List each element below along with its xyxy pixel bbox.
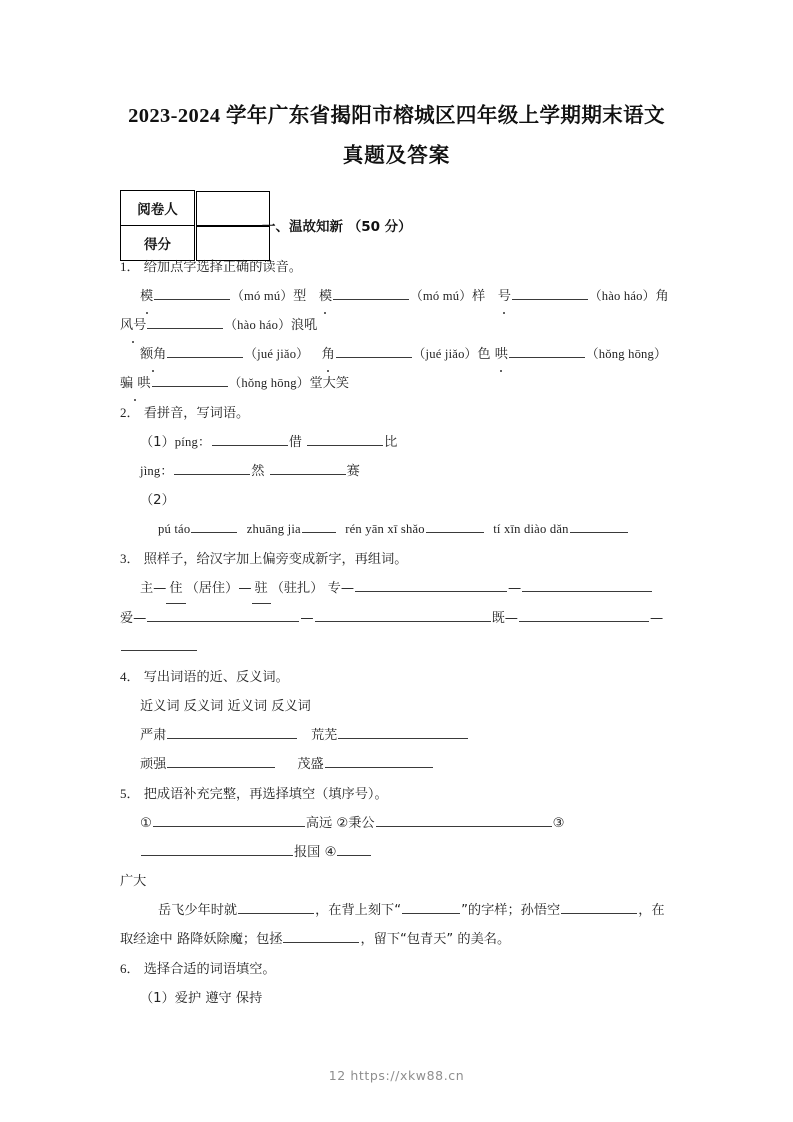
- question-6-number: 6．: [120, 961, 140, 976]
- title-line-2: 真题及答案: [342, 145, 451, 167]
- dotted-char: 风号: [120, 311, 146, 340]
- dash: —: [508, 581, 522, 596]
- pinyin-option: （jué jiǎo）: [412, 347, 478, 361]
- answer-blank[interactable]: [212, 432, 288, 446]
- example-char-1: 住: [166, 574, 185, 604]
- answer-blank[interactable]: [238, 900, 314, 914]
- answer-blank[interactable]: [147, 608, 299, 622]
- answer-blank[interactable]: [325, 754, 433, 768]
- idiom-number-4: ④: [324, 845, 337, 860]
- answer-blank[interactable]: [152, 373, 228, 387]
- question-3-text: 照样子，给汉字加上偏旁变成新字，再组词。: [143, 552, 408, 567]
- idiom-tail-1: 高远: [305, 816, 333, 831]
- example-base: 主—: [140, 581, 167, 596]
- word-tail: 样: [471, 289, 486, 304]
- sub-label: （1）: [140, 435, 175, 450]
- word-tail: 色: [477, 347, 491, 362]
- page-title: [0, 0, 793, 176]
- word-left: 严肃: [140, 728, 167, 743]
- pinyin-option: （hào háo）: [224, 318, 291, 332]
- word-tail: 堂大笑: [309, 376, 350, 391]
- question-1-line-3: [0, 340, 793, 369]
- example-char-2: 驻: [252, 574, 271, 604]
- sentence-part-e: 取经途中 路降妖除魔；包拯: [120, 932, 283, 947]
- answer-blank[interactable]: [570, 519, 628, 533]
- answer-blank[interactable]: [191, 519, 237, 533]
- answer-blank[interactable]: [154, 286, 230, 300]
- pinyin-option: （mó mú）: [410, 289, 472, 303]
- pinyin-word: zhuāng jia: [246, 522, 301, 536]
- example-word-2: （驻扎）: [270, 581, 324, 596]
- dotted-char: 额角: [140, 340, 166, 369]
- answer-blank[interactable]: [336, 344, 412, 358]
- answer-blank[interactable]: [402, 900, 460, 914]
- answer-blank[interactable]: [141, 842, 293, 856]
- answer-blank[interactable]: [153, 813, 305, 827]
- question-2-sub-1: [0, 428, 793, 457]
- section-heading: 一、温故知新 （50 分）: [262, 219, 412, 235]
- answer-blank[interactable]: [270, 461, 346, 475]
- answer-blank[interactable]: [307, 432, 383, 446]
- idiom-head-2: 秉公: [348, 816, 375, 831]
- answer-blank[interactable]: [509, 344, 585, 358]
- dotted-char: 骗 哄: [120, 369, 151, 398]
- question-6-prompt: [0, 954, 793, 984]
- answer-blank[interactable]: [376, 813, 552, 827]
- answer-blank[interactable]: [512, 286, 588, 300]
- dash: —: [649, 611, 664, 626]
- word-tail: 赛: [346, 464, 360, 479]
- answer-blank[interactable]: [426, 519, 484, 533]
- question-5-text: 把成语补充完整，再选择填空（填序号）。: [143, 787, 388, 802]
- idiom-tail-3: 报国: [294, 845, 321, 860]
- dotted-char: 模: [140, 282, 153, 311]
- answer-blank[interactable]: [337, 842, 371, 856]
- question-5-number: 5．: [120, 786, 140, 801]
- example-dash: —: [238, 581, 252, 596]
- pinyin-word: tí xīn diào dǎn: [493, 522, 569, 536]
- answer-blank[interactable]: [519, 608, 649, 622]
- sentence-part-f: ，留下“包青天” 的美名。: [360, 932, 511, 947]
- title-line-1: 2023-2024 学年广东省揭阳市榕城区四年级上学期期末语文: [128, 105, 665, 127]
- question-1: [0, 252, 793, 398]
- question-3-prompt: [0, 544, 793, 574]
- sentence-part-c: ”的字样；孙悟空: [461, 903, 561, 918]
- answer-blank[interactable]: [338, 725, 468, 739]
- word-tail: 浪吼: [290, 318, 318, 333]
- question-4-pair-1: [0, 721, 793, 750]
- question-6-sub-1: （1）爱护 遵守 保持: [140, 991, 263, 1006]
- word-right: 茂盛: [297, 757, 324, 772]
- answer-blank[interactable]: [302, 519, 336, 533]
- pinyin-label: jìng：: [140, 464, 174, 478]
- question-1-text: 给加点字选择正确的读音。: [143, 260, 302, 275]
- question-4-pair-2: [0, 750, 793, 779]
- answer-blank[interactable]: [121, 637, 197, 651]
- question-5-prompt: [0, 779, 793, 809]
- answer-blank[interactable]: [315, 608, 491, 622]
- question-4-headers: 近义词 反义词 近义词 反义词: [140, 699, 311, 714]
- dotted-char: 哄: [495, 340, 508, 369]
- question-1-prompt: [0, 252, 793, 282]
- question-3-number: 3．: [120, 551, 140, 566]
- example-word-1: （居住）: [185, 581, 239, 596]
- answer-blank[interactable]: [174, 461, 250, 475]
- dotted-char: 角: [322, 340, 335, 369]
- item-label: 爱—: [120, 611, 147, 626]
- pinyin-option: （hào háo）: [588, 289, 656, 303]
- question-4-text: 写出词语的近、反义词。: [143, 670, 289, 685]
- idiom-number-2: ②: [336, 816, 349, 831]
- answer-blank[interactable]: [561, 900, 637, 914]
- question-4-prompt: [0, 662, 793, 692]
- pinyin-label: píng：: [174, 435, 211, 449]
- pinyin-option: （hǒng hōng）: [585, 347, 667, 361]
- word-right: 荒芜: [310, 728, 338, 743]
- question-3: [0, 544, 793, 662]
- table-row: [121, 191, 272, 226]
- question-3-line-1: [0, 574, 793, 604]
- question-6: [0, 954, 793, 1013]
- question-2-sub-2-label: [0, 486, 793, 515]
- answer-blank[interactable]: [167, 344, 243, 358]
- sentence-part-a: 岳飞少年时就: [158, 903, 238, 918]
- pinyin-word: rén yān xī shǎo: [345, 522, 425, 536]
- word-tail: 比: [384, 435, 398, 450]
- question-1-line-4: [0, 369, 793, 398]
- answer-blank[interactable]: [167, 754, 275, 768]
- score-label: 得分: [121, 226, 195, 261]
- score-table: [120, 190, 272, 261]
- item-label: 既—: [491, 611, 518, 626]
- dotted-char: 模: [319, 282, 332, 311]
- answer-blank[interactable]: [522, 578, 652, 592]
- question-1-line-1: [0, 282, 793, 311]
- question-6-text: 选择合适的词语填空。: [143, 962, 276, 977]
- word-tail: 然: [251, 464, 265, 479]
- question-2-number: 2．: [120, 405, 140, 420]
- sub-label: （2）: [140, 493, 175, 508]
- question-3-line-2: [0, 604, 793, 662]
- grader-value[interactable]: [196, 191, 270, 226]
- answer-blank[interactable]: [147, 315, 223, 329]
- question-4: [0, 662, 793, 779]
- question-2-text: 看拼音，写词语。: [143, 406, 250, 421]
- item-label: 专—: [327, 581, 355, 596]
- word-left: 顽强: [140, 757, 167, 772]
- question-5-idiom-4-tail: 广大: [120, 874, 147, 889]
- word-tail: 借: [288, 435, 302, 450]
- question-5-sentence: [0, 896, 793, 925]
- question-1-number: 1．: [120, 259, 140, 274]
- pinyin-option: （jué jiǎo）: [244, 347, 309, 361]
- question-5-sentence-cont: [0, 925, 793, 954]
- question-2-pinyin-row: [0, 515, 793, 544]
- question-2-sub-1b: [0, 457, 793, 486]
- question-4-number: 4．: [120, 669, 140, 684]
- pinyin-option: （mó mú）: [231, 289, 294, 303]
- answer-blank[interactable]: [283, 929, 359, 943]
- page-footer: 12 https://xkw88.cn: [328, 1068, 465, 1083]
- question-body: [0, 252, 793, 1013]
- dash: —: [300, 611, 314, 626]
- question-2: [0, 398, 793, 544]
- sentence-part-d: ，在: [638, 903, 665, 918]
- idiom-number-1: ①: [140, 816, 152, 831]
- word-tail: 型: [293, 289, 307, 304]
- idiom-number-3: ③: [552, 816, 565, 831]
- question-5: [0, 779, 793, 954]
- pinyin-option: （hǒng hōng）: [228, 376, 310, 390]
- question-1-line-2: [0, 311, 793, 340]
- pinyin-word: pú táo: [158, 522, 191, 536]
- answer-blank[interactable]: [355, 578, 507, 592]
- grader-label: 阅卷人: [121, 191, 195, 226]
- answer-blank[interactable]: [167, 725, 297, 739]
- question-5-idioms: [0, 809, 793, 867]
- sentence-part-b: ，在背上刻下“: [315, 903, 402, 918]
- dotted-char: 号: [498, 282, 511, 311]
- word-tail: 角: [655, 289, 669, 304]
- answer-blank[interactable]: [333, 286, 409, 300]
- question-2-prompt: [0, 398, 793, 428]
